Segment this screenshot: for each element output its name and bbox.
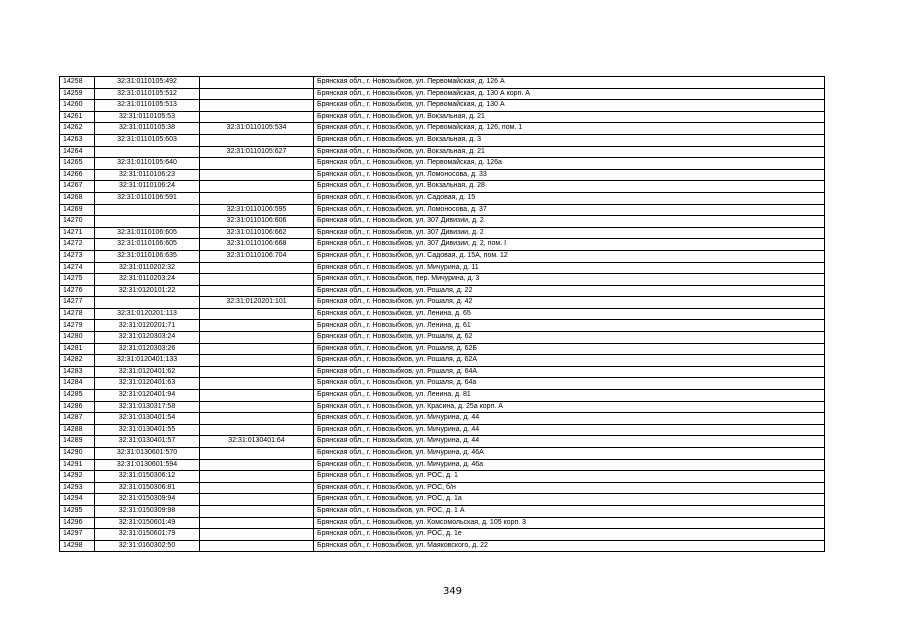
address-cell: Брянская обл., г. Новозыбков, ул. Ленина, д. 81 — [314, 390, 825, 402]
row-number-cell: 14294 — [60, 494, 95, 506]
cadastral-number-cell: 32:31:0150306:81 — [95, 482, 200, 494]
row-number-cell: 14284 — [60, 378, 95, 390]
table-row — [60, 204, 825, 216]
table-row — [60, 134, 825, 146]
row-number-cell: 14260 — [60, 100, 95, 112]
cadastral-number-cell: 32:31:0110106:23 — [95, 169, 200, 181]
table-row — [60, 482, 825, 494]
address-cell: Брянская обл., г. Новозыбков, ул. Первомайская, д. 130 А — [314, 100, 825, 112]
cadastral-number-cell: 32:31:0150601:49 — [95, 517, 200, 529]
cadastral-number-cell: 32:31:0110106:605 — [95, 227, 200, 239]
table-row — [60, 378, 825, 390]
table-row — [60, 494, 825, 506]
related-cadastral-number-cell — [200, 88, 314, 100]
row-number-cell: 14268 — [60, 192, 95, 204]
related-cadastral-number-cell — [200, 320, 314, 332]
address-cell: Брянская обл., г. Новозыбков, ул. Первомайская, д. 130 А корп. А — [314, 88, 825, 100]
cadastral-number-cell: 32:31:0110203:24 — [95, 274, 200, 286]
row-number-cell: 14281 — [60, 343, 95, 355]
cadastral-number-cell — [95, 297, 200, 309]
related-cadastral-number-cell — [200, 111, 314, 123]
cadastral-number-cell: 32:31:0110105:640 — [95, 158, 200, 170]
address-cell: Брянская обл., г. Новозыбков, ул. Рошаля, д. 42 — [314, 297, 825, 309]
address-cell: Брянская обл., г. Новозыбков, ул. Красина, д. 25а корп. А — [314, 401, 825, 413]
table-row — [60, 390, 825, 402]
address-cell: Брянская обл., г. Новозыбков, пер. Мичурина, д. 3 — [314, 274, 825, 286]
cadastral-number-cell: 32:31:0110105:603 — [95, 134, 200, 146]
row-number-cell: 14286 — [60, 401, 95, 413]
row-number-cell: 14275 — [60, 274, 95, 286]
address-cell: Брянская обл., г. Новозыбков, ул. Рошаля, д. 64А — [314, 366, 825, 378]
page-number: 349 — [442, 586, 463, 597]
table-row — [60, 274, 825, 286]
table-row — [60, 297, 825, 309]
related-cadastral-number-cell — [200, 448, 314, 460]
cadastral-number-cell: 32:31:0110202:32 — [95, 262, 200, 274]
cadastral-number-cell: 32:31:0120303:24 — [95, 332, 200, 344]
cadastral-number-cell: 32:31:0130317:58 — [95, 401, 200, 413]
table-row — [60, 471, 825, 483]
row-number-cell: 14261 — [60, 111, 95, 123]
related-cadastral-number-cell — [200, 134, 314, 146]
related-cadastral-number-cell — [200, 517, 314, 529]
row-number-cell: 14296 — [60, 517, 95, 529]
row-number-cell: 14274 — [60, 262, 95, 274]
cadastral-number-cell: 32:31:0130401:54 — [95, 413, 200, 425]
address-cell: Брянская обл., г. Новозыбков, ул. Мичурина, д. 44 — [314, 424, 825, 436]
row-number-cell: 14295 — [60, 505, 95, 517]
table-row — [60, 181, 825, 193]
row-number-cell: 14271 — [60, 227, 95, 239]
row-number-cell: 14287 — [60, 413, 95, 425]
row-number-cell: 14282 — [60, 355, 95, 367]
address-cell: Брянская обл., г. Новозыбков, ул. 307 Дивизии, д. 2, пом. I — [314, 239, 825, 251]
address-cell: Брянская обл., г. Новозыбков, ул. Ленина, д. 61 — [314, 320, 825, 332]
related-cadastral-number-cell — [200, 343, 314, 355]
address-cell: Брянская обл., г. Новозыбков, ул. Маяковского, д. 22 — [314, 540, 825, 552]
address-cell: Брянская обл., г. Новозыбков, ул. Рошаля, д. 62 — [314, 332, 825, 344]
cadastral-number-cell: 32:31:0110106:605 — [95, 239, 200, 251]
cadastral-number-cell: 32:31:0150306:12 — [95, 471, 200, 483]
row-number-cell: 14262 — [60, 123, 95, 135]
cadastral-number-cell: 32:31:0110106:24 — [95, 181, 200, 193]
row-number-cell: 14276 — [60, 285, 95, 297]
address-cell: Брянская обл., г. Новозыбков, ул. Рошаля, д. 64а — [314, 378, 825, 390]
cadastral-number-cell — [95, 204, 200, 216]
cadastral-number-cell: 32:31:0150309:98 — [95, 505, 200, 517]
row-number-cell: 14289 — [60, 436, 95, 448]
row-number-cell: 14273 — [60, 250, 95, 262]
table-row — [60, 505, 825, 517]
related-cadastral-number-cell — [200, 100, 314, 112]
cadastral-number-cell: 32:31:0150309:94 — [95, 494, 200, 506]
table-row — [60, 262, 825, 274]
address-cell: Брянская обл., г. Новозыбков, ул. Рошаля, д. 62Б — [314, 343, 825, 355]
table-row — [60, 320, 825, 332]
address-cell: Брянская обл., г. Новозыбков, ул. Мичурина, д. 46а — [314, 459, 825, 471]
related-cadastral-number-cell — [200, 401, 314, 413]
cadastral-number-cell: 32:31:0120201:71 — [95, 320, 200, 332]
table-row — [60, 540, 825, 552]
related-cadastral-number-cell — [200, 332, 314, 344]
related-cadastral-number-cell — [200, 494, 314, 506]
row-number-cell: 14298 — [60, 540, 95, 552]
related-cadastral-number-cell — [200, 285, 314, 297]
cadastral-number-cell: 32:31:0120303:26 — [95, 343, 200, 355]
table-row — [60, 401, 825, 413]
address-cell: Брянская обл., г. Новозыбков, ул. Рошаля, д. 62А — [314, 355, 825, 367]
cadastral-number-cell: 32:31:0150601:79 — [95, 529, 200, 541]
cadastral-number-cell: 32:31:0130401:55 — [95, 424, 200, 436]
address-cell: Брянская обл., г. Новозыбков, ул. Ленина, д. 65 — [314, 308, 825, 320]
cadastral-number-cell: 32:31:0110106:591 — [95, 192, 200, 204]
table-row — [60, 192, 825, 204]
cadastral-number-cell: 32:31:0120401:63 — [95, 378, 200, 390]
row-number-cell: 14280 — [60, 332, 95, 344]
row-number-cell: 14259 — [60, 88, 95, 100]
address-cell: Брянская обл., г. Новозыбков, ул. Ломоносова, д. 37 — [314, 204, 825, 216]
row-number-cell: 14267 — [60, 181, 95, 193]
table-row — [60, 77, 825, 89]
table-row — [60, 227, 825, 239]
row-number-cell: 14297 — [60, 529, 95, 541]
table-row — [60, 448, 825, 460]
related-cadastral-number-cell — [200, 366, 314, 378]
table-row — [60, 308, 825, 320]
related-cadastral-number-cell: 32:31:0110105:627 — [200, 146, 314, 158]
related-cadastral-number-cell — [200, 308, 314, 320]
table-row — [60, 366, 825, 378]
related-cadastral-number-cell — [200, 274, 314, 286]
related-cadastral-number-cell — [200, 471, 314, 483]
table-row — [60, 436, 825, 448]
related-cadastral-number-cell: 32:31:0110106:662 — [200, 227, 314, 239]
table-row — [60, 517, 825, 529]
related-cadastral-number-cell — [200, 262, 314, 274]
address-cell: Брянская обл., г. Новозыбков, ул. РОС, д. 1 — [314, 471, 825, 483]
row-number-cell: 14263 — [60, 134, 95, 146]
row-number-cell: 14269 — [60, 204, 95, 216]
related-cadastral-number-cell: 32:31:0110105:534 — [200, 123, 314, 135]
table-row — [60, 343, 825, 355]
cadastral-number-cell: 32:31:0130601:594 — [95, 459, 200, 471]
cadastral-number-cell: 32:31:0120401:133 — [95, 355, 200, 367]
address-cell: Брянская обл., г. Новозыбков, ул. Комсомольская, д. 105 корп. 3 — [314, 517, 825, 529]
row-number-cell: 14288 — [60, 424, 95, 436]
table-row — [60, 285, 825, 297]
table-row — [60, 123, 825, 135]
cadastral-number-cell: 32:31:0120401:62 — [95, 366, 200, 378]
related-cadastral-number-cell — [200, 529, 314, 541]
cadastral-number-cell: 32:31:0110105:512 — [95, 88, 200, 100]
table-row — [60, 459, 825, 471]
table-row — [60, 169, 825, 181]
related-cadastral-number-cell: 32:31:0110106:668 — [200, 239, 314, 251]
row-number-cell: 14291 — [60, 459, 95, 471]
related-cadastral-number-cell — [200, 505, 314, 517]
address-cell: Брянская обл., г. Новозыбков, ул. Первомайская, д. 126а — [314, 158, 825, 170]
related-cadastral-number-cell — [200, 390, 314, 402]
row-number-cell: 14292 — [60, 471, 95, 483]
address-cell: Брянская обл., г. Новозыбков, ул. Первомайская, д. 126 А — [314, 77, 825, 89]
address-cell: Брянская обл., г. Новозыбков, ул. Вокзальная, д. 28 — [314, 181, 825, 193]
related-cadastral-number-cell — [200, 192, 314, 204]
related-cadastral-number-cell — [200, 355, 314, 367]
related-cadastral-number-cell — [200, 482, 314, 494]
table-row — [60, 413, 825, 425]
address-cell: Брянская обл., г. Новозыбков, ул. Вокзальная, д. 3 — [314, 134, 825, 146]
table-row — [60, 111, 825, 123]
table-row — [60, 100, 825, 112]
row-number-cell: 14283 — [60, 366, 95, 378]
related-cadastral-number-cell: 32:31:0110106:606 — [200, 216, 314, 228]
related-cadastral-number-cell — [200, 424, 314, 436]
related-cadastral-number-cell: 32:31:0130401:64 — [200, 436, 314, 448]
related-cadastral-number-cell — [200, 77, 314, 89]
related-cadastral-number-cell — [200, 413, 314, 425]
registry-table-body — [60, 77, 825, 552]
row-number-cell: 14266 — [60, 169, 95, 181]
table-row — [60, 146, 825, 158]
address-cell: Брянская обл., г. Новозыбков, ул. РОС, б/н — [314, 482, 825, 494]
cadastral-number-cell: 32:31:0110105:513 — [95, 100, 200, 112]
address-cell: Брянская обл., г. Новозыбков, ул. Вокзальная, д. 21 — [314, 111, 825, 123]
row-number-cell: 14265 — [60, 158, 95, 170]
address-cell: Брянская обл., г. Новозыбков, ул. РОС, д. 1 А — [314, 505, 825, 517]
table-row — [60, 332, 825, 344]
table-row — [60, 216, 825, 228]
row-number-cell: 14278 — [60, 308, 95, 320]
address-cell: Брянская обл., г. Новозыбков, ул. 307 Дивизии, д. 2 — [314, 227, 825, 239]
address-cell: Брянская обл., г. Новозыбков, ул. Садовая, д. 15А, пом. 12 — [314, 250, 825, 262]
address-cell: Брянская обл., г. Новозыбков, ул. РОС, д. 1е — [314, 529, 825, 541]
address-cell: Брянская обл., г. Новозыбков, ул. Мичурина, д. 44 — [314, 436, 825, 448]
address-cell: Брянская обл., г. Новозыбков, ул. РОС, д. 1а — [314, 494, 825, 506]
cadastral-number-cell: 32:31:0110106:635 — [95, 250, 200, 262]
related-cadastral-number-cell — [200, 378, 314, 390]
table-row — [60, 158, 825, 170]
table-row — [60, 424, 825, 436]
related-cadastral-number-cell — [200, 540, 314, 552]
cadastral-number-cell — [95, 146, 200, 158]
row-number-cell: 14264 — [60, 146, 95, 158]
address-cell: Брянская обл., г. Новозыбков, ул. Мичурина, д. 11 — [314, 262, 825, 274]
address-cell: Брянская обл., г. Новозыбков, ул. Вокзальная, д. 21 — [314, 146, 825, 158]
cadastral-number-cell: 32:31:0120401:94 — [95, 390, 200, 402]
cadastral-number-cell: 32:31:0130401:57 — [95, 436, 200, 448]
row-number-cell: 14272 — [60, 239, 95, 251]
cadastral-number-cell: 32:31:0110105:492 — [95, 77, 200, 89]
address-cell: Брянская обл., г. Новозыбков, ул. Мичурина, д. 46А — [314, 448, 825, 460]
address-cell: Брянская обл., г. Новозыбков, ул. 307 Дивизии, д. 2 — [314, 216, 825, 228]
cadastral-number-cell: 32:31:0130601:570 — [95, 448, 200, 460]
table-row — [60, 250, 825, 262]
cadastral-number-cell: 32:31:0160302:50 — [95, 540, 200, 552]
row-number-cell: 14277 — [60, 297, 95, 309]
related-cadastral-number-cell: 32:31:0120201:101 — [200, 297, 314, 309]
related-cadastral-number-cell: 32:31:0110106:595 — [200, 204, 314, 216]
registry-table — [59, 76, 825, 552]
address-cell: Брянская обл., г. Новозыбков, ул. Рошаля, д. 22 — [314, 285, 825, 297]
related-cadastral-number-cell — [200, 158, 314, 170]
table-row — [60, 239, 825, 251]
cadastral-number-cell — [95, 216, 200, 228]
row-number-cell: 14279 — [60, 320, 95, 332]
row-number-cell: 14293 — [60, 482, 95, 494]
table-row — [60, 355, 825, 367]
row-number-cell: 14285 — [60, 390, 95, 402]
table-row — [60, 529, 825, 541]
table-row — [60, 88, 825, 100]
cadastral-number-cell: 32:31:0120201:113 — [95, 308, 200, 320]
related-cadastral-number-cell: 32:31:0110106:704 — [200, 250, 314, 262]
address-cell: Брянская обл., г. Новозыбков, ул. Первомайская, д. 126, пом. 1 — [314, 123, 825, 135]
cadastral-number-cell: 32:31:0110105:53 — [95, 111, 200, 123]
related-cadastral-number-cell — [200, 459, 314, 471]
row-number-cell: 14290 — [60, 448, 95, 460]
row-number-cell: 14258 — [60, 77, 95, 89]
row-number-cell: 14270 — [60, 216, 95, 228]
address-cell: Брянская обл., г. Новозыбков, ул. Садовая, д. 15 — [314, 192, 825, 204]
related-cadastral-number-cell — [200, 169, 314, 181]
address-cell: Брянская обл., г. Новозыбков, ул. Ломоносова, д. 33 — [314, 169, 825, 181]
cadastral-number-cell: 32:31:0110105:38 — [95, 123, 200, 135]
cadastral-number-cell: 32:31:0120101:22 — [95, 285, 200, 297]
address-cell: Брянская обл., г. Новозыбков, ул. Мичурина, д. 44 — [314, 413, 825, 425]
related-cadastral-number-cell — [200, 181, 314, 193]
